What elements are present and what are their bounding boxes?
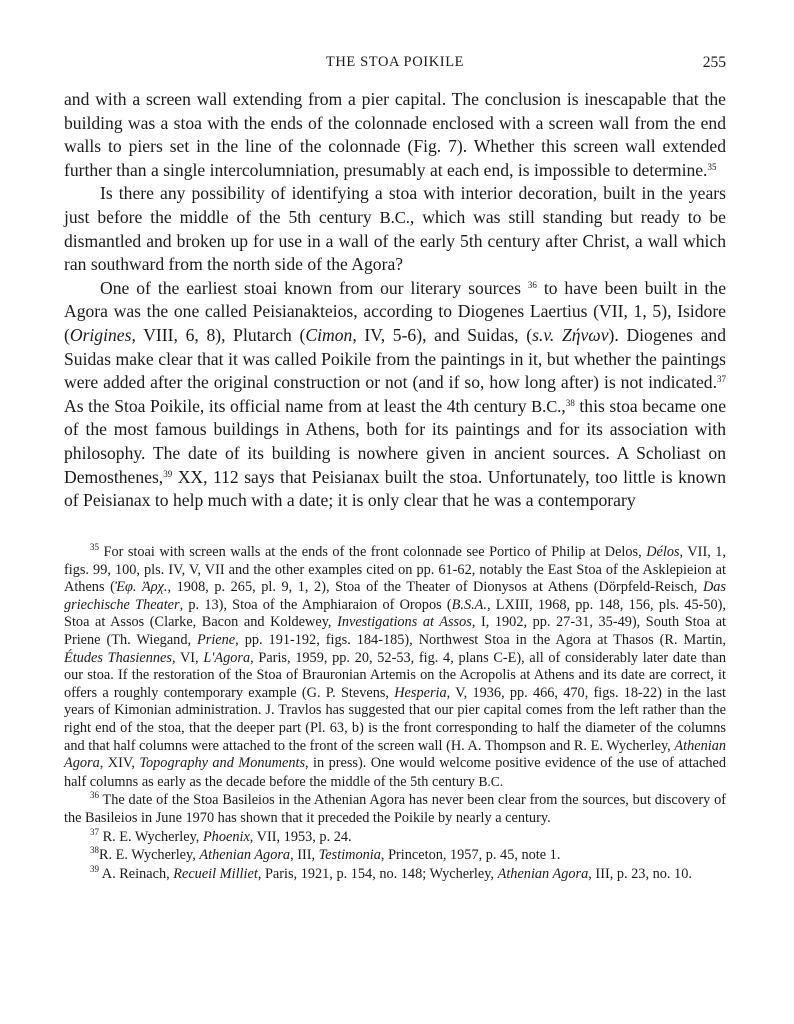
- text-run: to have been built in the Agora was the one called Peisianakteios, according to Diogenes Laertius (VII, 1, 5), Isidore (: [64, 277, 727, 345]
- text-run: this stoa became one of the most famous buildings in Athens, both for its paintings and for its association with philosophy. The date of its building is nowhere given in ancient sources. A Scholiast on Demosthenes,: [64, 395, 726, 487]
- main-text: [64, 88, 726, 513]
- text-run: A. Reinach,: [99, 865, 174, 882]
- text-run: , III, p. 23, no. 10.: [588, 865, 692, 882]
- text-run: ). Diogenes and Suidas make clear that it was called Poikile from the paintings in it, but whether the paintings were added after the original construction or not (and if so, how long after) is not indicated.: [64, 324, 726, 393]
- era-abbrev: B.C.: [478, 773, 504, 789]
- page-number: 255: [702, 54, 726, 71]
- text-run: , Paris, 1921, p. 154, no. 148; Wycherley,: [257, 865, 498, 882]
- footnote-number: 39: [90, 863, 99, 874]
- italic-title: Athenian Agora: [199, 847, 291, 864]
- paragraph-1: [64, 88, 726, 182]
- footnote-39: [64, 863, 726, 884]
- text-run: , in press). One would welcome positive evidence of the use of attached half columns as early as the decade before the middle of the 5th century: [64, 755, 726, 790]
- era-abbrev: B.C.: [379, 207, 410, 227]
- footnote-37: [64, 826, 726, 847]
- text-run: , which was still standing but ready to be dismantled and broken up for use in a wall of the early 5th century after Christ, a wall which ran southward from the north side of the Agora?: [64, 206, 726, 275]
- italic-title: Ἐφ. Ἀρχ.: [114, 579, 168, 596]
- footnote-35: [64, 544, 726, 791]
- italic-title: B.S.A.: [451, 596, 487, 613]
- italic-title: Investigations at Assos: [337, 614, 472, 631]
- text-run: R. E. Wycherley,: [99, 828, 203, 845]
- footnotes: [64, 544, 726, 883]
- text-run: , pp. 191-192, figs. 184-185), Northwest Stoa in the Agora at Thasos (R. Martin,: [235, 631, 726, 648]
- italic-title: Origines: [69, 324, 132, 345]
- text-run: , V, 1936, pp. 466, 470, figs. 18-22) in the last years of Kimonian administration. J. Travlos has suggested that our pier capital comes from the left rather than the right end of the stoa, that the deeper part (Pl. 63, b) is the front corresponding to half the diameter of the columns and that half columns were attached to the front of the screen wall (H. A. Thompson and R. E. Wycherley,: [64, 684, 726, 754]
- text-run: One of the earliest stoai known from our literary sources: [100, 277, 528, 298]
- footnote-ref-35: 35: [707, 161, 717, 172]
- footnote-number: 37: [90, 826, 99, 837]
- text-run: , VII, 1953, p. 24.: [249, 828, 352, 845]
- text-run: , LXIII, 1968, pp. 148, 156, pls. 45-50), Stoa at Assos (Clarke, Bacon and Koldewey,: [64, 596, 726, 631]
- italic-title: Recueil Milliet: [173, 865, 258, 882]
- footnote-36: [64, 792, 726, 827]
- text-run: , I, 1902, pp. 27-31, 35-49), South Stoa at Priene (Th. Wiegand,: [64, 614, 727, 648]
- italic-title: Priene: [197, 631, 236, 648]
- footnote-ref-36: 36: [527, 279, 537, 290]
- italic-title: Athenian Agora: [497, 865, 589, 882]
- text-run: Is there any possibility of identifying a stoa with interior decoration, built in the years just before the middle of the 5th century: [64, 183, 726, 227]
- italic-title: Délos: [646, 544, 680, 560]
- text-run: , 1908, p. 265, pl. 9, 1, 2), Stoa of the Theater of Dionysos at Athens (Dörpfeld-Reisch,: [167, 579, 703, 596]
- paragraph-2: [64, 182, 726, 276]
- italic-title: Phoenix: [202, 828, 250, 845]
- text-run: ,: [561, 395, 566, 416]
- italic-title: Testimonia: [318, 847, 381, 864]
- running-title: THE STOA POIKILE: [325, 54, 465, 70]
- era-abbrev: B.C.: [531, 396, 562, 416]
- text-run: R. E. Wycherley,: [99, 847, 200, 864]
- text-run: and with a screen wall extending from a pier capital. The conclusion is inescapable that the building was a stoa with the ends of the colonnade enclosed with a screen wall from the end walls to piers set in the line of the colonnade (Fig. 7). Whether this screen wall extended further than a single intercolumniation, presumably at each end, is impossible to determine.: [64, 89, 726, 180]
- text-run: For stoai with screen walls at the ends of the front colonnade see Portico of Philip at Delos,: [99, 544, 647, 560]
- text-run: XX, 112 says that Peisianax built the stoa. Unfortunately, too little is known of Peisianax to help much with a date; it is only clear that he was a contemporary: [64, 466, 726, 511]
- text-run: , Princeton, 1957, p. 45, note 1.: [380, 847, 561, 864]
- text-run: , VII, 1, figs. 99, 100, pls. IV, V, VII and the other examples cited on pp. 61-62, notably the East Stoa of the Asklepieion at Athens (: [64, 544, 726, 596]
- text-run: , III,: [290, 847, 319, 864]
- footnote-38: [64, 847, 726, 865]
- text-run: , p. 13), Stoa of the Amphiaraion of Oropos (: [179, 596, 452, 613]
- text-run: , VIII, 6, 8), Plutarch (: [131, 324, 306, 345]
- footnote-ref-39: 39: [163, 468, 173, 479]
- text-run: The date of the Stoa Basileios in the Athenian Agora has never been clear from the sources, but discovery of the Basileios in June 1970 has shown that it preceded the Poikile by nearly a century.: [64, 792, 726, 826]
- footnote-ref-37: 37: [717, 374, 726, 385]
- footnote-ref-38: 38: [565, 397, 575, 408]
- running-header: [64, 54, 726, 76]
- footnote-number: 36: [90, 790, 99, 801]
- italic-title: Hesperia: [394, 684, 447, 701]
- text-run: , Paris, 1959, pp. 20, 52-53, fig. 4, plans C-E), all of considerably later date than our stoa. If the restoration of the Stoa of Brauronian Artemis on the Acropolis at Athens and its date are correct, it offers a roughly contemporary example (G. P. Stevens,: [64, 649, 726, 701]
- footnote-number: 35: [90, 542, 99, 552]
- footnote-number: 38: [90, 845, 99, 856]
- italic-title: s.v. Ζήνων: [532, 324, 609, 345]
- text-run: , VI,: [171, 649, 204, 666]
- text-run: , IV, 5-6), and Suidas, (: [352, 324, 533, 345]
- italic-title: Das griechische Theater: [64, 579, 726, 613]
- italic-title: L'Agora: [203, 649, 251, 666]
- italic-title: Cimon: [305, 324, 353, 345]
- italic-title: Études Thasiennes: [64, 649, 172, 666]
- italic-title: Athenian Agora: [64, 737, 726, 772]
- paragraph-3: [64, 277, 726, 513]
- text-run: As the Stoa Poikile, its official name from at least the 4th century: [64, 395, 532, 416]
- text-run: , XIV,: [99, 755, 140, 772]
- italic-title: Topography and Monuments: [139, 755, 306, 772]
